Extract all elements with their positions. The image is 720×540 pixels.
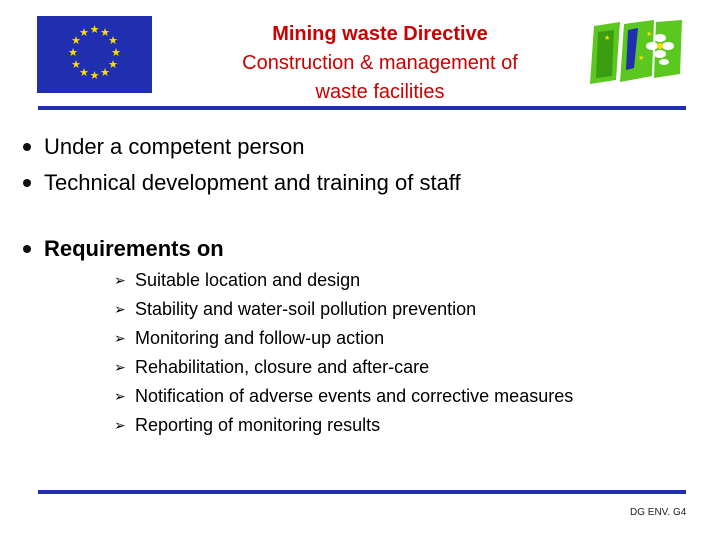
footer-reference: DG ENV. G4	[630, 507, 687, 518]
svg-text:★: ★	[638, 54, 645, 62]
arrowhead-bullet-icon: ➢	[114, 359, 126, 375]
arrowhead-bullet-icon: ➢	[114, 417, 126, 433]
footer-divider	[38, 490, 686, 494]
svg-text:★: ★	[68, 46, 78, 59]
bullet-text: Requirements on	[44, 236, 224, 261]
round-bullet-icon	[23, 143, 31, 151]
svg-text:★: ★	[646, 30, 653, 38]
sub-bullet-item	[114, 268, 360, 292]
svg-text:★: ★	[108, 58, 118, 71]
bullet-item	[23, 168, 461, 198]
title-line-1: Mining waste Directive	[272, 23, 488, 45]
arrowhead-bullet-icon: ➢	[114, 272, 126, 288]
title-line-3: waste facilities	[315, 81, 445, 103]
sub-bullet-text: Monitoring and follow-up action	[135, 328, 385, 348]
life-logo-graphic	[586, 16, 690, 90]
svg-text:★: ★	[108, 34, 118, 47]
sub-bullet-text: Notification of adverse events and corrective measures	[135, 386, 574, 406]
svg-text:★: ★	[100, 26, 110, 39]
sub-bullet-text: Suitable location and design	[135, 270, 361, 290]
svg-text:★: ★	[79, 66, 89, 79]
sub-bullet-item	[114, 297, 476, 321]
sub-bullet-text: Reporting of monitoring results	[135, 415, 381, 435]
slide-title	[180, 20, 580, 107]
arrowhead-bullet-icon: ➢	[114, 301, 126, 317]
bullet-text: Technical development and training of staff	[44, 170, 461, 195]
sub-bullet-item	[114, 384, 573, 408]
sub-bullet-item	[114, 326, 384, 350]
svg-text:★: ★	[71, 58, 81, 71]
bullet-item	[23, 234, 224, 264]
eu-flag-stars	[37, 16, 152, 93]
svg-text:★: ★	[79, 26, 89, 39]
svg-text:★: ★	[100, 66, 110, 79]
svg-text:★: ★	[71, 34, 81, 47]
life-programme-logo-icon	[586, 16, 690, 90]
eu-flag-icon	[37, 16, 152, 93]
sub-bullet-item	[114, 355, 429, 379]
arrowhead-bullet-icon: ➢	[114, 388, 126, 404]
svg-text:★: ★	[111, 46, 121, 59]
svg-text:★: ★	[89, 23, 100, 36]
round-bullet-icon	[23, 245, 31, 253]
title-line-2: Construction & management of	[242, 52, 518, 74]
svg-text:★: ★	[604, 34, 611, 42]
sub-bullet-text: Stability and water-soil pollution prevention	[135, 299, 477, 319]
sub-bullet-item	[114, 413, 380, 437]
header-divider	[38, 106, 686, 110]
bullet-text: Under a competent person	[44, 134, 305, 159]
round-bullet-icon	[23, 179, 31, 187]
bullet-item	[23, 132, 305, 162]
sub-bullet-text: Rehabilitation, closure and after-care	[135, 357, 430, 377]
arrowhead-bullet-icon: ➢	[114, 330, 126, 346]
svg-text:★: ★	[89, 69, 100, 82]
